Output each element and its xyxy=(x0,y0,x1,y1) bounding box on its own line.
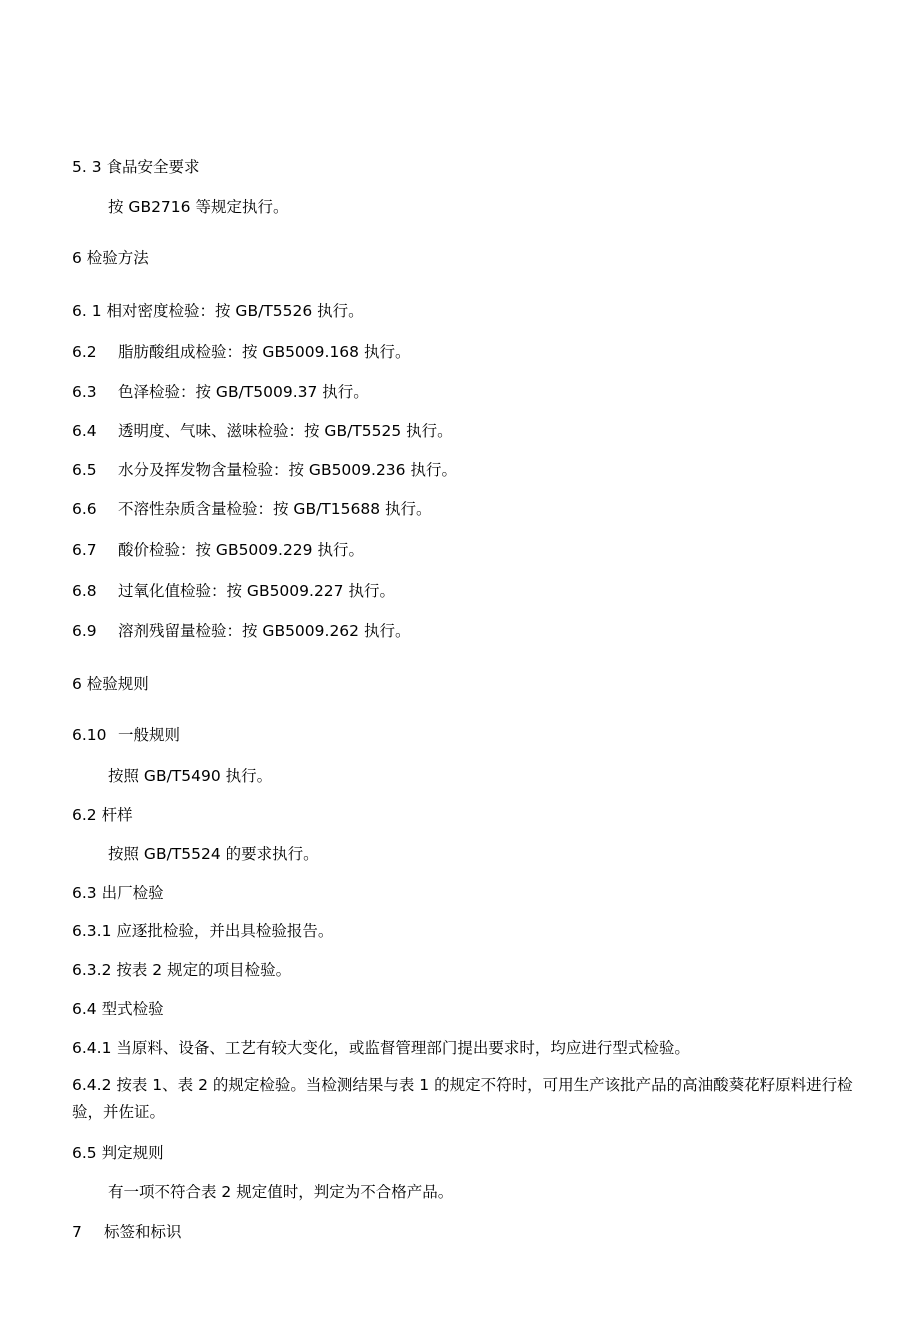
method-6-9 xyxy=(72,620,410,642)
method-text: 色泽检验：按 GB/T5009.37 执行。 xyxy=(118,383,369,401)
rule-number: 6.10 xyxy=(72,726,107,744)
section-7-heading xyxy=(72,1221,182,1243)
rule-6-10-body: 按照 GB/T5490 执行。 xyxy=(108,767,273,785)
section-5-3-heading: 5. 3 食品安全要求 xyxy=(72,158,200,176)
method-6-7 xyxy=(72,539,364,561)
method-number: 6.4 xyxy=(72,422,97,440)
method-number: 6.9 xyxy=(72,622,97,640)
rule-6-4-2: 6.4.2 按表 1、表 2 的规定检验。当检测结果与表 1 的规定不符时，可用生产该批产品的高油酸葵花籽原料进行检验，并佐证。 xyxy=(72,1076,853,1121)
method-number: 6.7 xyxy=(72,541,97,559)
method-text: 酸价检验：按 GB5009.229 执行。 xyxy=(118,541,364,559)
section-number: 7 xyxy=(72,1223,82,1241)
method-6-2 xyxy=(72,341,410,363)
section-text: 标签和标识 xyxy=(104,1223,182,1241)
section-5-3-body: 按 GB2716 等规定执行。 xyxy=(108,198,289,216)
method-number: 6.2 xyxy=(72,343,97,361)
rule-6-2-body: 按照 GB/T5524 的要求执行。 xyxy=(108,845,319,863)
method-6-8 xyxy=(72,580,395,602)
rule-6-3-heading: 6.3 出厂检验 xyxy=(72,884,164,902)
rule-6-4-heading: 6.4 型式检验 xyxy=(72,1000,164,1018)
rules-heading: 6 检验规则 xyxy=(72,675,149,693)
method-text: 水分及挥发物含量检验：按 GB5009.236 执行。 xyxy=(118,461,457,479)
method-6-3 xyxy=(72,381,369,403)
rule-6-3-2: 6.3.2 按表 2 规定的项目检验。 xyxy=(72,961,292,979)
rule-6-3-1: 6.3.1 应逐批检验，并出具检验报告。 xyxy=(72,922,334,940)
method-6-4 xyxy=(72,420,453,442)
method-text: 不溶性杂质含量检验：按 GB/T15688 执行。 xyxy=(118,500,432,518)
section-6-heading: 6 检验方法 xyxy=(72,249,149,267)
method-number: 6.5 xyxy=(72,461,97,479)
method-text: 透明度、气味、滋味检验：按 GB/T5525 执行。 xyxy=(118,422,453,440)
rule-text: 一般规则 xyxy=(118,726,181,744)
method-text: 过氧化值检验：按 GB5009.227 执行。 xyxy=(118,582,395,600)
method-6-5 xyxy=(72,459,457,481)
rule-6-10 xyxy=(72,724,180,746)
method-text: 溶剂残留量检验：按 GB5009.262 执行。 xyxy=(118,622,411,640)
rule-6-5-body: 有一项不符合表 2 规定值时，判定为不合格产品。 xyxy=(108,1183,454,1201)
method-6-1: 6. 1 相对密度检验：按 GB/T5526 执行。 xyxy=(72,302,364,320)
method-number: 6.8 xyxy=(72,582,97,600)
method-6-6 xyxy=(72,498,432,520)
rule-6-4-1: 6.4.1 当原料、设备、工艺有较大变化，或监督管理部门提出要求时，均应进行型式检验。 xyxy=(72,1039,690,1057)
rule-6-2-heading: 6.2 杆样 xyxy=(72,806,133,824)
method-number: 6.6 xyxy=(72,500,97,518)
rule-6-5-heading: 6.5 判定规则 xyxy=(72,1144,164,1162)
method-number: 6.3 xyxy=(72,383,97,401)
method-text: 脂肪酸组成检验：按 GB5009.168 执行。 xyxy=(118,343,411,361)
